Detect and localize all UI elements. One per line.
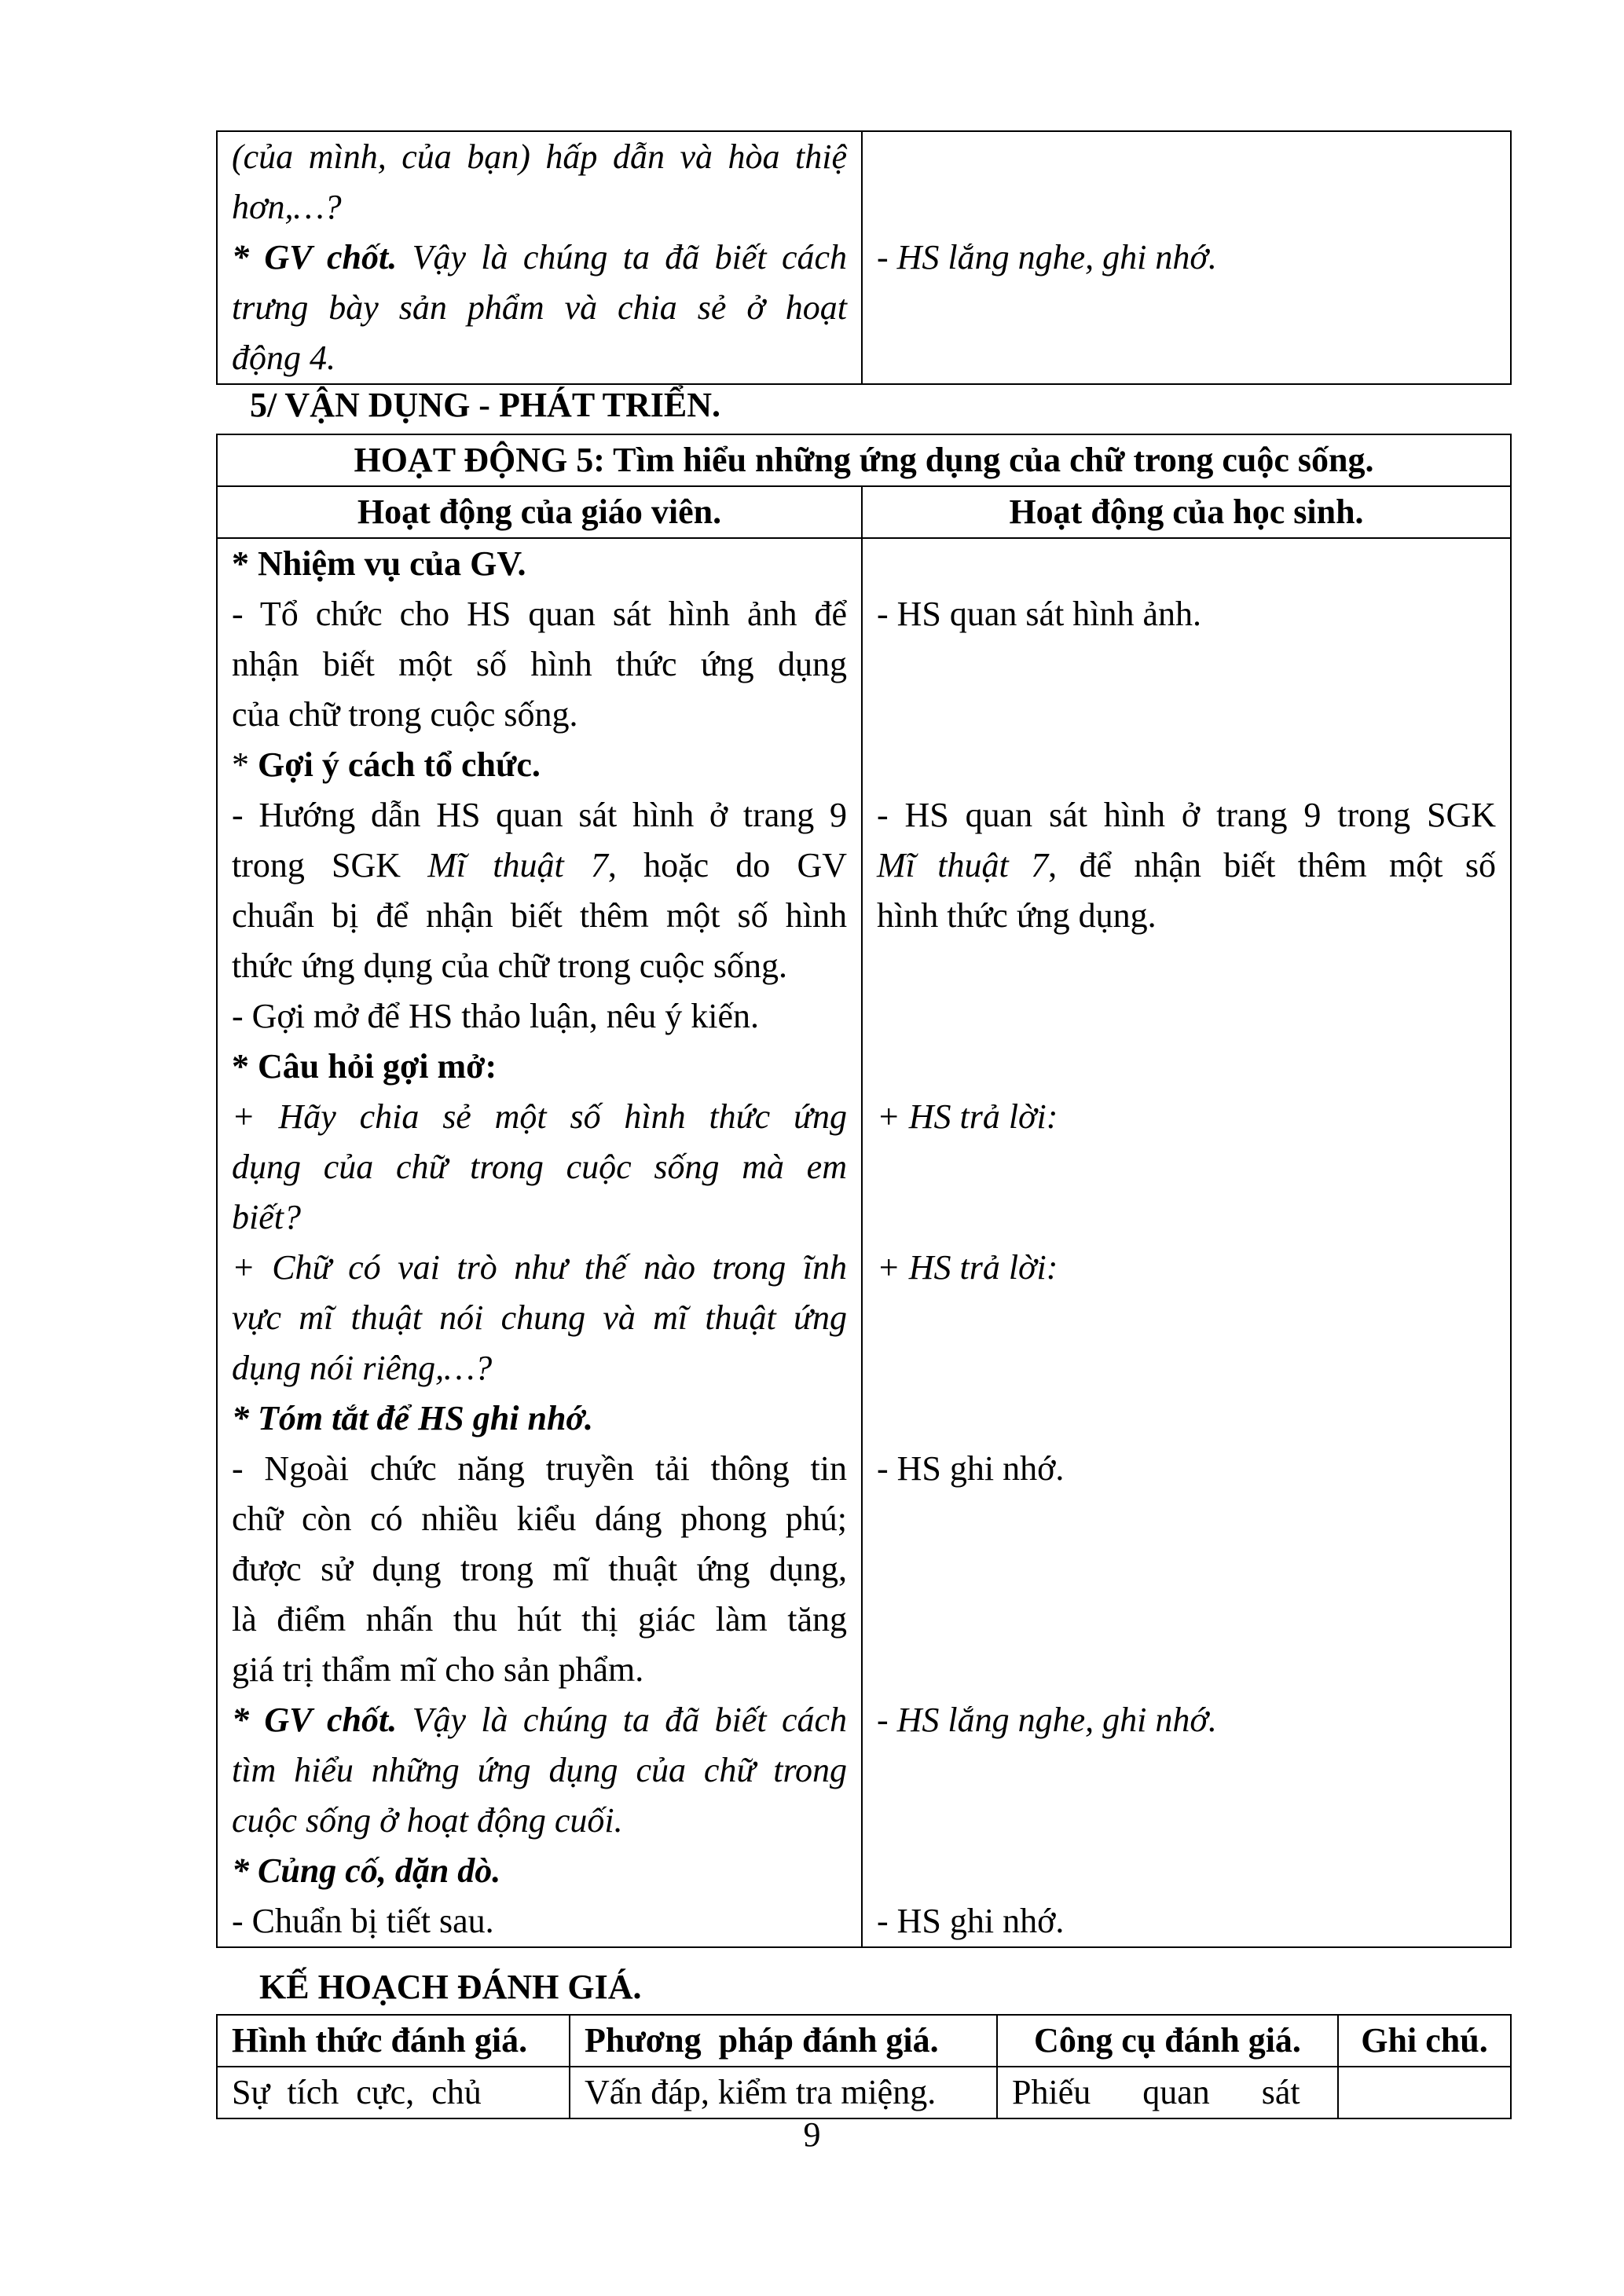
teacher-line (232, 1243, 847, 1293)
text-run: (của mình, của bạn) hấp dẫn và hòa thiệ (232, 137, 847, 176)
eval-header-tool: Công cụ đánh giá. (997, 2015, 1338, 2067)
teacher-line (232, 790, 847, 840)
text-run: Vậy là chúng ta đã biết cách (397, 238, 848, 276)
eval-header-note: Ghi chú. (1338, 2015, 1511, 2067)
student-line (877, 539, 1496, 589)
text-run: - HS quan sát hình ở trang 9 trong SGK (877, 796, 1497, 834)
teacher-line (232, 1142, 847, 1192)
text-run: Vậy là chúng ta đã biết cách (397, 1701, 848, 1739)
student-line (877, 1645, 1496, 1695)
text-run: + Chữ có vai trò như thế nào trong ĩnh (232, 1248, 847, 1287)
text-run: - Tổ chức cho HS quan sát hình ảnh để (232, 595, 847, 633)
teacher-line (232, 539, 847, 589)
student-line (877, 1494, 1496, 1544)
text-run: hơn,…? (232, 188, 342, 226)
text-run: - HS ghi nhớ. (877, 1449, 1065, 1488)
text-run: trong SGK (232, 846, 428, 884)
teacher-line (232, 1695, 847, 1745)
text-run: của chữ trong cuộc sống. (232, 695, 578, 734)
continuation-teacher-cell (217, 131, 862, 384)
text-run: hình thức ứng dụng. (877, 896, 1157, 935)
text-run: - HS lắng nghe, ghi nhớ. (877, 1701, 1217, 1739)
plan-heading: KẾ HOẠCH ĐÁNH GIÁ. (259, 1968, 642, 2006)
teacher-line (232, 690, 847, 740)
eval-cell-method: Vấn đáp, kiểm tra miệng. (570, 2067, 997, 2118)
student-line (877, 1846, 1496, 1896)
teacher-activities-cell (217, 538, 862, 1947)
text-run: cuộc sống ở hoạt động cuối. (232, 1801, 623, 1840)
student-line (877, 589, 1496, 639)
student-line (877, 1544, 1496, 1595)
text-run: - HS lắng nghe, ghi nhớ. (877, 238, 1217, 276)
student-line (877, 1896, 1496, 1946)
teacher-line (232, 1494, 847, 1544)
student-line (877, 1444, 1496, 1494)
teacher-line (232, 1444, 847, 1494)
text-line (877, 333, 1496, 383)
eval-header-form: Hình thức đánh giá. (217, 2015, 570, 2067)
student-line (877, 1595, 1496, 1645)
teacher-line (232, 840, 847, 891)
student-line (877, 690, 1496, 740)
teacher-line (232, 1343, 847, 1393)
teacher-line (232, 1745, 847, 1796)
teacher-line (232, 1896, 847, 1946)
text-run: + Hãy chia sẻ một số hình thức ứng (232, 1097, 847, 1136)
student-line (877, 1142, 1496, 1192)
teacher-line (232, 1393, 847, 1444)
eval-header-method: Phương pháp đánh giá. (570, 2015, 997, 2067)
text-line (232, 333, 847, 383)
student-line (877, 1293, 1496, 1343)
text-line (877, 182, 1496, 233)
student-line (877, 1343, 1496, 1393)
text-run: thức ứng dụng của chữ trong cuộc sống. (232, 947, 787, 985)
text-run: * (232, 745, 258, 784)
student-line (877, 740, 1496, 790)
page-number: 9 (803, 2115, 821, 2154)
text-run: trưng bày sản phẩm và chia sẻ ở hoạt (232, 288, 847, 327)
teacher-line (232, 1092, 847, 1142)
teacher-line (232, 1796, 847, 1846)
teacher-line (232, 639, 847, 690)
teacher-line (232, 1293, 847, 1343)
student-line (877, 639, 1496, 690)
activity-table (216, 434, 1512, 1948)
text-run: * GV chốt. (232, 238, 398, 276)
teacher-column-header: Hoạt động của giáo viên. (217, 486, 862, 538)
text-run: Gợi ý cách tổ chức. (258, 745, 541, 784)
eval-cell-tool: Phiếu quan sát (997, 2067, 1338, 2118)
student-line (877, 1192, 1496, 1243)
text-run: là điểm nhấn thu hút thị giác làm tăng (232, 1600, 847, 1639)
student-line (877, 1796, 1496, 1846)
student-line (877, 1042, 1496, 1092)
text-run: biết? (232, 1198, 301, 1236)
text-run: - Ngoài chức năng truyền tải thông tin (232, 1449, 847, 1488)
activity-title: HOẠT ĐỘNG 5: Tìm hiểu những ứng dụng của chữ trong cuộc sống. (217, 434, 1511, 486)
continuation-table (216, 130, 1512, 385)
text-run: * Củng cố, dặn dò. (232, 1851, 501, 1890)
text-run: động 4. (232, 339, 335, 377)
teacher-line (232, 941, 847, 991)
eval-cell-form: Sự tích cực, chủ (217, 2067, 570, 2118)
text-run: vực mĩ thuật nói chung và mĩ thuật ứng (232, 1298, 847, 1337)
text-line (232, 283, 847, 333)
evaluation-table (216, 2014, 1512, 2119)
student-line (877, 1092, 1496, 1142)
text-run: * Nhiệm vụ của GV. (232, 544, 526, 583)
teacher-line (232, 1544, 847, 1595)
text-line (232, 182, 847, 233)
text-run: + HS trả lời: (877, 1097, 1058, 1136)
text-run: , hoặc do GV (607, 846, 848, 884)
continuation-student-cell (862, 131, 1511, 384)
text-run: * Câu hỏi gợi mở: (232, 1047, 497, 1086)
teacher-line (232, 1846, 847, 1896)
text-run: chuẩn bị để nhận biết thêm một số hình (232, 896, 847, 935)
text-run: dụng của chữ trong cuộc sống mà em (232, 1148, 847, 1186)
text-run: Mĩ thuật 7 (427, 846, 608, 884)
text-line (877, 132, 1496, 182)
text-run: - HS ghi nhớ. (877, 1902, 1065, 1940)
teacher-line (232, 1192, 847, 1243)
section-heading: 5/ VẬN DỤNG - PHÁT TRIỂN. (250, 386, 720, 424)
student-activities-cell (862, 538, 1511, 1947)
text-run: tìm hiểu những ứng dụng của chữ trong (232, 1751, 847, 1789)
student-line (877, 1745, 1496, 1796)
text-run: nhận biết một số hình thức ứng dụng (232, 645, 847, 683)
student-line (877, 840, 1496, 891)
teacher-line (232, 991, 847, 1042)
student-line (877, 1243, 1496, 1293)
text-line (232, 132, 847, 182)
student-line (877, 1695, 1496, 1745)
student-line (877, 941, 1496, 991)
teacher-line (232, 740, 847, 790)
text-run: giá trị thẩm mĩ cho sản phẩm. (232, 1650, 644, 1689)
text-run: - Gợi mở để HS thảo luận, nêu ý kiến. (232, 997, 759, 1035)
text-line (877, 283, 1496, 333)
text-line (232, 233, 847, 283)
text-run: được sử dụng trong mĩ thuật ứng dụng, (232, 1550, 847, 1588)
student-line (877, 1393, 1496, 1444)
text-run: , để nhận biết thêm một số (1048, 846, 1497, 884)
text-run: - Hướng dẫn HS quan sát hình ở trang 9 (232, 796, 847, 834)
teacher-line (232, 1595, 847, 1645)
teacher-line (232, 1645, 847, 1695)
text-run: dụng nói riêng,…? (232, 1349, 493, 1387)
text-run: * GV chốt. (232, 1701, 398, 1739)
text-run: chữ còn có nhiều kiểu dáng phong phú; (232, 1500, 847, 1538)
text-run: * Tóm tắt để HS ghi nhớ. (232, 1399, 594, 1437)
text-run: - Chuẩn bị tiết sau. (232, 1902, 494, 1940)
teacher-line (232, 589, 847, 639)
text-run: + HS trả lời: (877, 1248, 1058, 1287)
text-run: Mĩ thuật 7 (877, 846, 1049, 884)
teacher-line (232, 891, 847, 941)
student-line (877, 991, 1496, 1042)
student-column-header: Hoạt động của học sinh. (862, 486, 1511, 538)
text-run: - HS quan sát hình ảnh. (877, 595, 1202, 633)
student-line (877, 891, 1496, 941)
text-line (877, 233, 1496, 283)
teacher-line (232, 1042, 847, 1092)
student-line (877, 790, 1496, 840)
